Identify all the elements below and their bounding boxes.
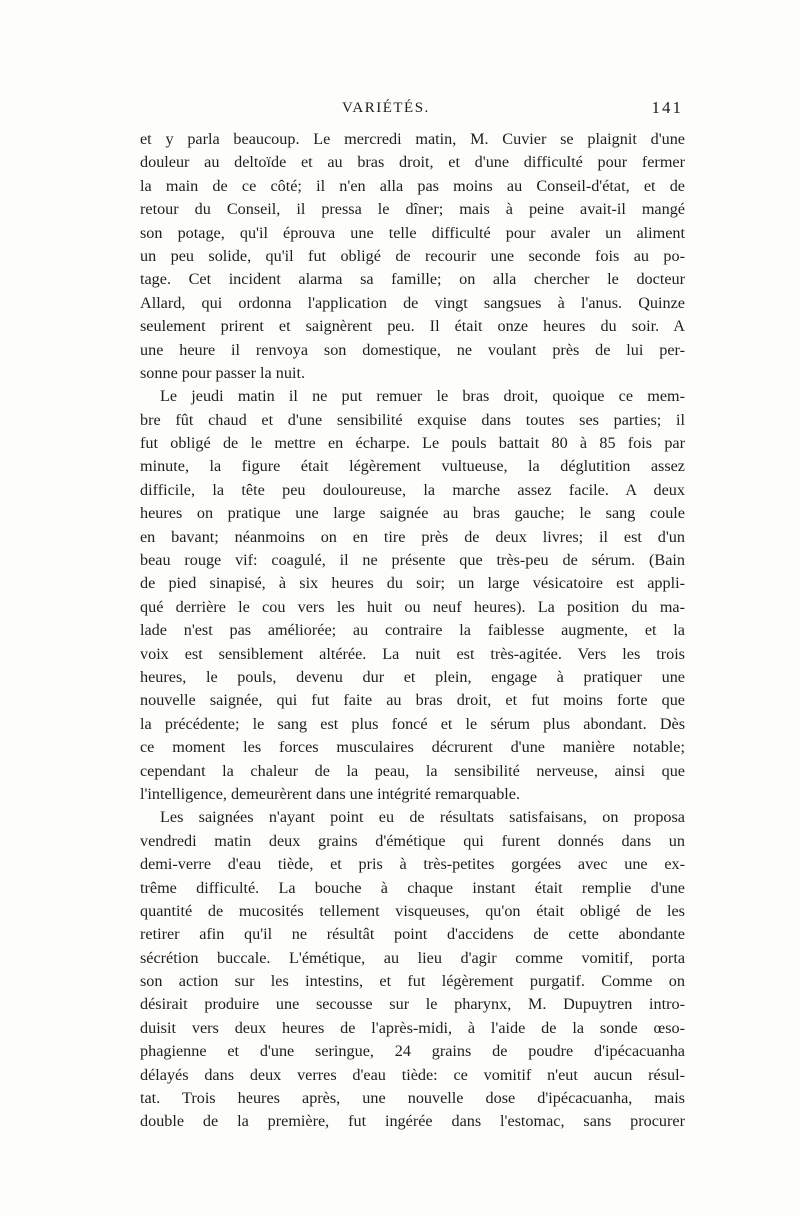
- text-line: l'intelligence, demeurèrent dans une intégrité remarquable.: [140, 784, 521, 803]
- text-line: son potage, qu'il éprouva une telle difficulté pour avaler un aliment: [140, 223, 685, 242]
- text-line: phagienne et d'une seringue, 24 grains de poudre d'ipécacuanha: [140, 1042, 685, 1061]
- body-text: [140, 128, 685, 1134]
- text-line: tage. Cet incident alarma sa famille; on alla chercher le docteur: [140, 270, 685, 289]
- text-line: fut obligé de le mettre en écharpe. Le pouls battait 80 à 85 fois par: [140, 434, 685, 453]
- text-line: désirait produire une secousse sur le pharynx, M. Dupuytren intro-: [140, 995, 685, 1014]
- text-line: de pied sinapisé, à six heures du soir; un large vésicatoire est appli-: [140, 574, 685, 593]
- text-line: double de la première, fut ingérée dans l'estomac, sans procurer: [140, 1112, 685, 1131]
- paragraph: [140, 128, 685, 385]
- text-line: heures on pratique une large saignée au bras gauche; le sang coule: [140, 504, 685, 523]
- text-line: heures, le pouls, devenu dur et plein, engage à pratiquer une: [140, 667, 685, 686]
- text-line: son action sur les intestins, et fut légèrement purgatif. Comme on: [140, 972, 685, 991]
- text-line: demi-verre d'eau tiède, et pris à très-petites gorgées avec une ex-: [140, 855, 685, 874]
- text-line: la précédente; le sang est plus foncé et le sérum plus abondant. Dès: [140, 714, 685, 733]
- text-line: retour du Conseil, il pressa le dîner; mais à peine avait-il mangé: [140, 200, 685, 219]
- text-line: nouvelle saignée, qui fut faite au bras droit, et fut moins forte que: [140, 691, 685, 710]
- text-line: qué derrière le cou vers les huit ou neuf heures). La position du ma-: [140, 597, 685, 616]
- paragraph: [140, 385, 685, 806]
- text-line: en bavant; néanmoins on en tire près de deux livres; il est d'un: [140, 527, 685, 546]
- text-line: minute, la figure était légèrement vultueuse, la déglutition assez: [140, 457, 685, 476]
- text-line: ce moment les forces musculaires décrurent d'une manière notable;: [140, 738, 685, 757]
- text-line: duisit vers deux heures de l'après-midi, à l'aide de la sonde œso-: [140, 1018, 685, 1037]
- text-line: cependant la chaleur de la peau, la sensibilité nerveuse, ainsi que: [140, 761, 685, 780]
- text-line: retirer afin qu'il ne résultât point d'accidens de cette abondante: [140, 925, 685, 944]
- text-line: seulement prirent et saignèrent peu. Il était onze heures du soir. A: [140, 317, 685, 336]
- text-line: un peu solide, qu'il fut obligé de recourir une seconde fois au po-: [140, 246, 685, 265]
- page-number: 141: [651, 98, 683, 117]
- text-line: sonne pour passer la nuit.: [140, 363, 305, 382]
- text-line: difficile, la tête peu douloureuse, la marche assez facile. A deux: [140, 480, 685, 499]
- text-line: quantité de mucosités tellement visqueuses, qu'on était obligé de les: [140, 901, 685, 920]
- text-line: lade n'est pas améliorée; au contraire la faiblesse augmente, et la: [140, 621, 685, 640]
- text-line: tat. Trois heures après, une nouvelle dose d'ipécacuanha, mais: [140, 1089, 685, 1108]
- text-line: voix est sensiblement altérée. La nuit est très-agitée. Vers les trois: [140, 644, 685, 663]
- text-line: bre fût chaud et d'une sensibilité exquise dans toutes ses parties; il: [140, 410, 685, 429]
- text-line: Allard, qui ordonna l'application de vingt sangsues à l'anus. Quinze: [140, 293, 685, 312]
- text-line: vendredi matin deux grains d'émétique qui furent donnés dans un: [140, 831, 685, 850]
- text-line: Les saignées n'ayant point eu de résultats satisfaisans, on proposa: [160, 808, 685, 827]
- text-line: sécrétion buccale. L'émétique, au lieu d'agir comme vomitif, porta: [140, 948, 685, 967]
- page-header: [140, 100, 685, 126]
- running-title: VARIÉTÉS.: [342, 100, 430, 116]
- text-line: douleur au deltoïde et au bras droit, et d'une difficulté pour fermer: [140, 153, 685, 172]
- text-line: une heure il renvoya son domestique, ne voulant près de lui per-: [140, 340, 685, 359]
- text-line: la main de ce côté; il n'en alla pas moins au Conseil-d'état, et de: [140, 176, 685, 195]
- paragraph: [140, 806, 685, 1133]
- text-line: délayés dans deux verres d'eau tiède: ce vomitif n'eut aucun résul-: [140, 1065, 685, 1084]
- text-line: Le jeudi matin il ne put remuer le bras droit, quoique ce mem-: [160, 387, 685, 406]
- text-line: trême difficulté. La bouche à chaque instant était remplie d'une: [140, 878, 685, 897]
- text-line: beau rouge vif: coagulé, il ne présente que très-peu de sérum. (Bain: [140, 551, 685, 570]
- text-line: et y parla beaucoup. Le mercredi matin, M. Cuvier se plaignit d'une: [140, 130, 685, 148]
